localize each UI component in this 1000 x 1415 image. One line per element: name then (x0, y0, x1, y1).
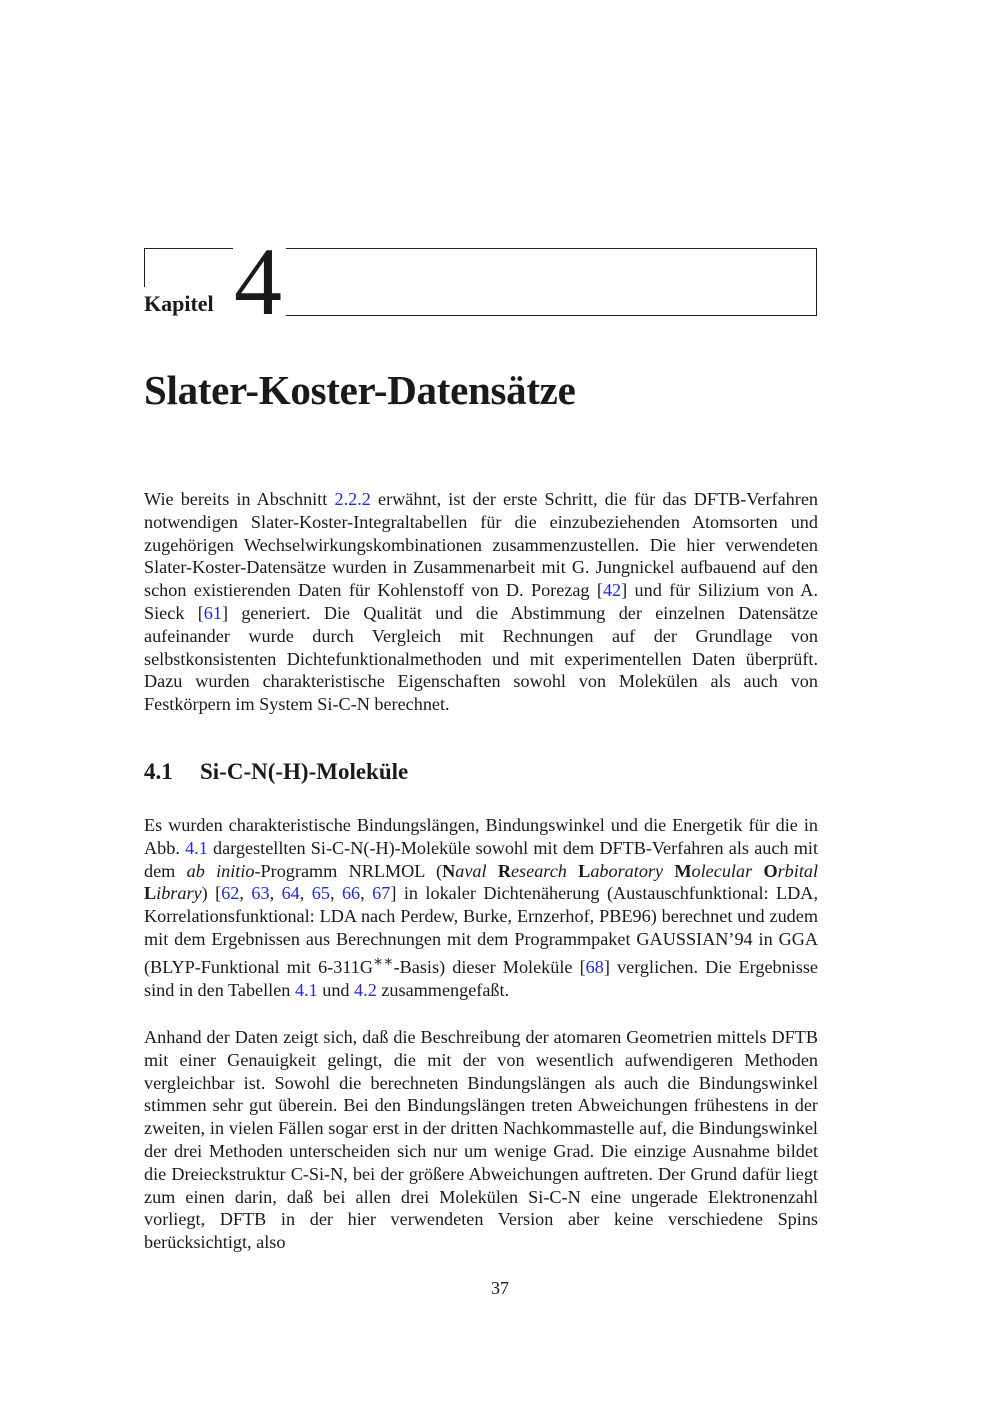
acronym-rest: aval (455, 860, 487, 881)
section-heading (144, 758, 408, 786)
chapter-header (144, 228, 818, 335)
acronym-rest: aboratory (590, 860, 664, 881)
text-run: ] verglichen. Die Ergebnisse sind in den Tabellen (144, 956, 818, 1000)
chapter-label: Kapitel (144, 291, 214, 316)
citation-link-66[interactable]: 66 (341, 883, 361, 904)
text-run: Es wurden charakteristische Bindungslängen, Bindungswinkel und die Energetik für die in Abb. (144, 815, 818, 858)
acronym-letter: N (442, 860, 456, 881)
methods-paragraph (144, 814, 818, 1001)
text-run: ] generiert. Die Qualität und die Abstimmung der einzelnen Datensätze aufeinander wurde durch Vergleich mit Rechnungen auf der Grundlage von selbstkonsistenten Dichtefunktionalmethoden und mit experimentellen Daten überprüft. Dazu wurden charakteristische Eigenschaften sowohl von Molekülen als auch von Festkörpern im System Si-C-N berechnet. (144, 602, 818, 715)
acronym-rest: ibrary (156, 883, 202, 904)
text-run: ) [ (201, 883, 222, 904)
section-number: 4.1 (144, 759, 173, 784)
separator: , (239, 883, 252, 904)
text-run: erwähnt, ist der erste Schritt, die für das DFTB-Verfahren notwendigen Slater-Koster-Integraltabellen für die einzubeziehenden Atomsorten und zugehörigen Wechselwirkungskombinationen zusammenzustellen. Die hier verwendeten Slater-Koster-Datensätze wurden in Zusammenarbeit mit G. Jungnickel aufbauend auf den schon existierenden Daten für Kohlenstoff von D. Porezag [ (144, 489, 818, 601)
text-run: zusammengefaßt. (376, 979, 510, 1000)
acronym-rest: rbital (777, 860, 819, 881)
chapter-number: 4 (234, 228, 282, 335)
acronym-letter: L (578, 860, 591, 881)
text-run: -Basis) dieser Moleküle [ (393, 956, 586, 977)
figure-ref-link[interactable]: 4.1 (185, 837, 208, 858)
section-ref-link[interactable]: 2.2.2 (334, 489, 371, 509)
text-run: dargestellten Si-C-N(-H)-Moleküle sowohl mit dem DFTB-Verfahren als auch mit dem (144, 837, 818, 881)
table-ref-link-2[interactable]: 4.2 (354, 979, 377, 1000)
ab-initio-italic: ab initio (186, 860, 255, 881)
intro-paragraph (144, 488, 818, 716)
text-run: ] in lokaler Dichtenäherung (Austauschfunktional: LDA, Korrelationsfunktional: LDA nach Perdew, Burke, Ernzerhof, PBE96) berechnet und zudem mit dem Ergebnissen aus Berechnungen mit dem Programmpaket GAUSSIAN’94 in GGA (BLYP-Funktional mit 6-311G (144, 883, 818, 977)
separator: , (329, 883, 342, 904)
acronym-letter: R (497, 860, 511, 881)
citation-link-64[interactable]: 64 (281, 883, 300, 904)
acronym-letter: O (763, 860, 778, 881)
chapter-frame-left (144, 248, 233, 287)
acronym-letter: M (674, 860, 692, 881)
text-run: und (317, 979, 355, 1000)
acronym-letter: L (144, 883, 157, 904)
citation-link-42[interactable]: 42 (602, 580, 622, 601)
section-title: Si-C-N(-H)-Moleküle (200, 759, 409, 784)
text-run: ] und für Silizium von A. Sieck [ (144, 580, 818, 623)
separator: , (299, 883, 312, 904)
separator: , (269, 883, 282, 904)
results-paragraph: Anhand der Daten zeigt sich, daß die Beschreibung der atomaren Geometrien mittels DFTB mit einer Genauigkeit gelingt, die mit der von wesentlich aufwendigeren Methoden vergleichbar ist. Sowohl die berechneten Bindungslängen als auch die Bindungswinkel stimmen sehr gut überein. Bei den Bindungslängen treten Abweichungen frühestens in der zweiten, in vielen Fällen sogar erst in der dritten Nachkommastelle auf, die Bindungswinkel der drei Methoden unterscheiden sich nur um wenige Grad. Die einzige Ausnahme bildet die Dreieckstruktur C-Si-N, bei der größere Abweichungen auftreten. Der Grund dafür liegt zum einen darin, daß bei allen drei Molekülen Si-C-N eine ungerade Elektronenzahl vorliegt, DFTB in der hier verwendeten Version aber keine verschiedene Spins berücksichtigt, also (144, 1027, 818, 1253)
acronym-rest: esearch (510, 860, 567, 881)
citation-link-63[interactable]: 63 (251, 883, 270, 904)
page-number: 37 (491, 1278, 509, 1298)
citation-link-62[interactable]: 62 (221, 883, 240, 904)
citation-link-65[interactable]: 65 (311, 883, 330, 904)
chapter-frame-right (286, 248, 817, 316)
text-run: -Programm NRLMOL ( (254, 860, 443, 881)
citation-link-67[interactable]: 67 (372, 883, 391, 904)
separator: , (360, 883, 373, 904)
table-ref-link-1[interactable]: 4.1 (294, 979, 318, 1000)
superscript: ∗∗ (372, 952, 394, 970)
citation-link-61[interactable]: 61 (203, 602, 222, 623)
citation-link-68[interactable]: 68 (585, 956, 604, 977)
text-run: Wie bereits in Abschnitt (144, 489, 335, 509)
acronym-rest: olecular (691, 860, 753, 881)
chapter-title: Slater-Koster-Datensätze (144, 367, 576, 413)
